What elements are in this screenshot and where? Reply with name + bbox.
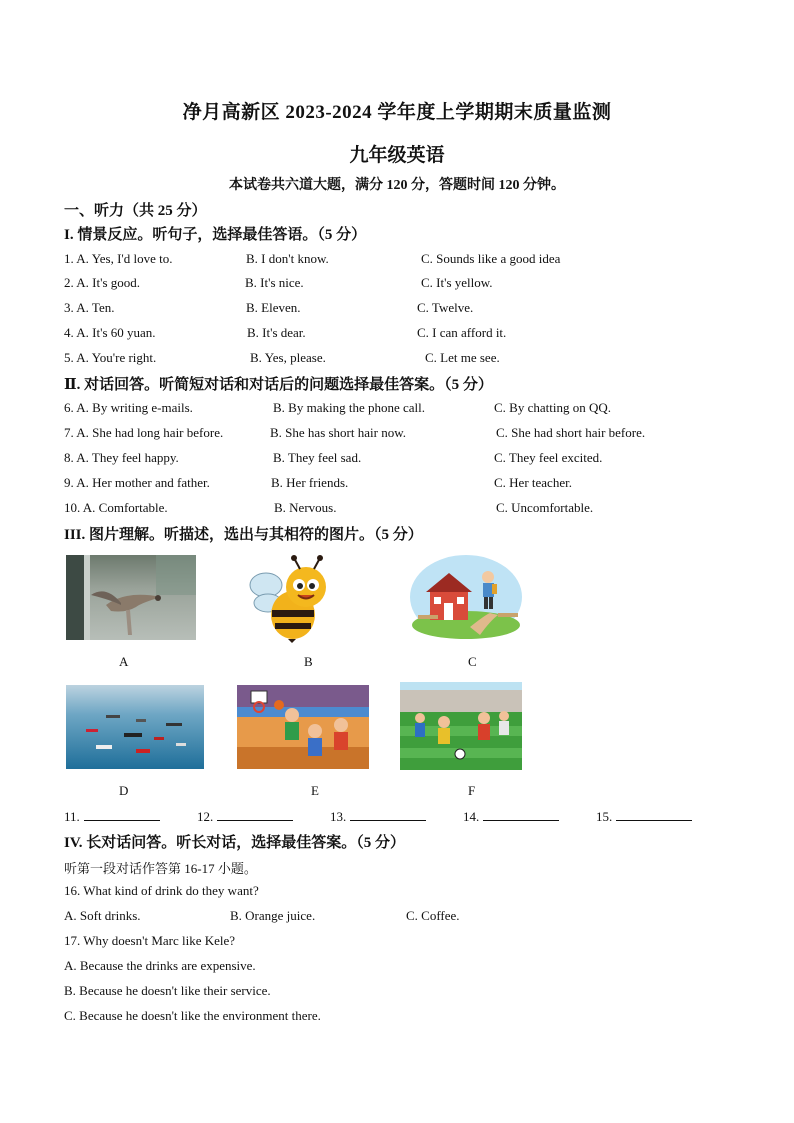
section-heading: III. 图片理解。听描述，选出与其相符的图片。（5 分）: [64, 527, 423, 543]
blank-number: 12.: [197, 809, 214, 824]
soccer-kids-cartoon-icon: [400, 682, 522, 770]
answer-blank-14[interactable]: [463, 808, 559, 825]
option-sectionI-2-a[interactable]: 2. A. It's good.: [64, 275, 141, 290]
picture-label: C: [468, 654, 477, 669]
page-title: 净月高新区 2023-2024 学年度上学期期末质量监测: [182, 102, 612, 123]
option-sectionI-1-b[interactable]: B. I don't know.: [246, 251, 329, 266]
blank-number: 14.: [463, 809, 480, 824]
option-sectionII-2-a[interactable]: 7. A. She had long hair before.: [64, 425, 224, 440]
exam-note: 本试卷共六道大题，满分 120 分，答题时间 120 分钟。: [229, 178, 565, 193]
answer-blank-15[interactable]: [596, 808, 692, 825]
option-sectionII-1-c[interactable]: C. By chatting on QQ.: [494, 400, 611, 415]
blank-line[interactable]: [217, 808, 293, 821]
picture-a: [66, 555, 196, 640]
section-heading: Ⅱ. 对话回答。听简短对话和对话后的问题选择最佳答案。（5 分）: [64, 377, 493, 393]
dialogue-intro: 听第一段对话作答第 16-17 小题。: [64, 861, 257, 876]
option-sectionI-4-c[interactable]: C. I can afford it.: [417, 325, 507, 340]
option-sectionII-4-a[interactable]: 9. A. Her mother and father.: [64, 475, 210, 490]
option-16-a[interactable]: A. Soft drinks.: [64, 908, 141, 923]
option-sectionII-3-c[interactable]: C. They feel excited.: [494, 450, 603, 465]
option-16-b[interactable]: B. Orange juice.: [230, 908, 316, 923]
section-heading: I. 情景反应。听句子，选择最佳答语。（5 分）: [64, 227, 367, 243]
option-sectionII-2-b[interactable]: B. She has short hair now.: [270, 425, 407, 440]
bird-photo-icon: [66, 555, 196, 640]
option-sectionII-1-b[interactable]: B. By making the phone call.: [273, 400, 426, 415]
option-sectionI-3-c[interactable]: C. Twelve.: [417, 300, 474, 315]
option-sectionII-4-b[interactable]: B. Her friends.: [271, 475, 349, 490]
picture-label: E: [311, 783, 319, 798]
option-sectionII-5-b[interactable]: B. Nervous.: [274, 500, 337, 515]
basketball-kids-cartoon-icon: [237, 685, 369, 769]
blank-line[interactable]: [350, 808, 426, 821]
option-sectionII-1-a[interactable]: 6. A. By writing e-mails.: [64, 400, 193, 415]
option-sectionII-2-c[interactable]: C. She had short hair before.: [496, 425, 646, 440]
question-stem-16: 16. What kind of drink do they want?: [64, 883, 259, 898]
option-sectionI-4-b[interactable]: B. It's dear.: [247, 325, 306, 340]
option-sectionI-5-c[interactable]: C. Let me see.: [425, 350, 500, 365]
picture-b: [248, 555, 338, 643]
option-sectionI-3-b[interactable]: B. Eleven.: [246, 300, 301, 315]
option-sectionI-5-a[interactable]: 5. A. You're right.: [64, 350, 157, 365]
blank-line[interactable]: [483, 808, 559, 821]
house-boy-cartoon-icon: [410, 555, 522, 640]
option-sectionII-3-a[interactable]: 8. A. They feel happy.: [64, 450, 179, 465]
picture-label: A: [119, 654, 129, 669]
option-sectionI-1-a[interactable]: 1. A. Yes, I'd love to.: [64, 251, 173, 266]
option-17-c[interactable]: C. Because he doesn't like the environment there.: [64, 1008, 321, 1023]
option-sectionII-5-c[interactable]: C. Uncomfortable.: [496, 500, 594, 515]
page-subtitle: 九年级英语: [349, 145, 445, 166]
option-sectionI-4-a[interactable]: 4. A. It's 60 yuan.: [64, 325, 156, 340]
answer-blank-11[interactable]: [64, 808, 160, 825]
option-sectionII-4-c[interactable]: C. Her teacher.: [494, 475, 572, 490]
answer-blank-13[interactable]: [330, 808, 426, 825]
blank-line[interactable]: [616, 808, 692, 821]
part-heading: 一、听力（共 25 分）: [64, 203, 207, 219]
bee-cartoon-icon: [248, 555, 338, 643]
option-17-a[interactable]: A. Because the drinks are expensive.: [64, 958, 256, 973]
option-sectionI-2-c[interactable]: C. It's yellow.: [421, 275, 493, 290]
picture-e: [237, 685, 369, 769]
picture-c: [410, 555, 522, 640]
option-sectionI-2-b[interactable]: B. It's nice.: [245, 275, 304, 290]
option-sectionII-5-a[interactable]: 10. A. Comfortable.: [64, 500, 168, 515]
question-stem-17: 17. Why doesn't Marc like Kele?: [64, 933, 236, 948]
ships-sea-photo-icon: [66, 685, 204, 769]
section-heading: IV. 长对话问答。听长对话，选择最佳答案。（5 分）: [64, 835, 405, 851]
option-16-c[interactable]: C. Coffee.: [406, 908, 460, 923]
picture-label: D: [119, 783, 129, 798]
picture-label: F: [468, 783, 476, 798]
option-sectionI-1-c[interactable]: C. Sounds like a good idea: [421, 251, 561, 266]
option-sectionI-3-a[interactable]: 3. A. Ten.: [64, 300, 115, 315]
option-17-b[interactable]: B. Because he doesn't like their service.: [64, 983, 271, 998]
blank-number: 13.: [330, 809, 347, 824]
blank-number: 11.: [64, 809, 80, 824]
option-sectionI-5-b[interactable]: B. Yes, please.: [250, 350, 326, 365]
picture-label: B: [304, 654, 313, 669]
answer-blank-12[interactable]: [197, 808, 293, 825]
picture-f: [400, 682, 522, 770]
option-sectionII-3-b[interactable]: B. They feel sad.: [273, 450, 362, 465]
blank-line[interactable]: [84, 808, 160, 821]
picture-d: [66, 685, 204, 769]
blank-number: 15.: [596, 809, 613, 824]
